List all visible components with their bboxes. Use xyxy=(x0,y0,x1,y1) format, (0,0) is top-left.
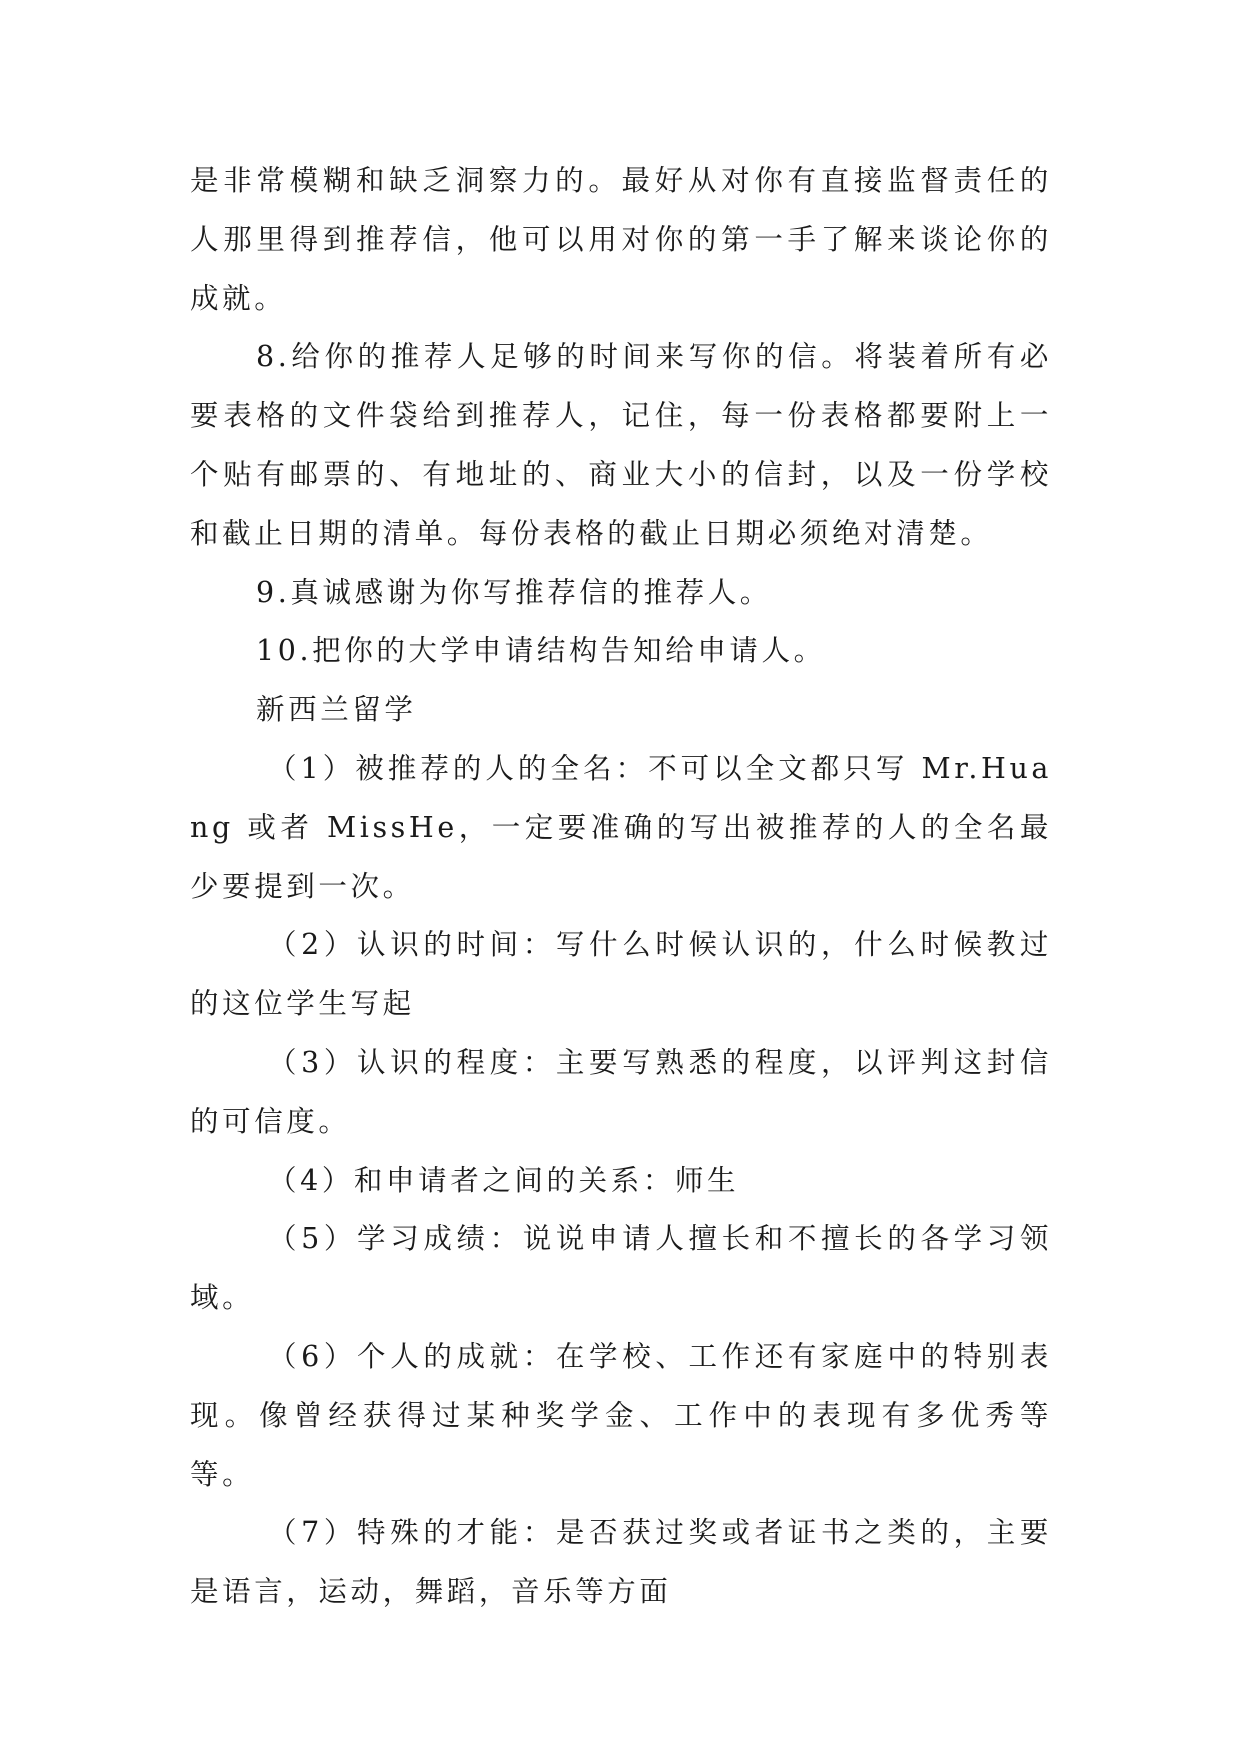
document-body xyxy=(190,152,1052,1622)
paragraph-continuation: 是非常模糊和缺乏洞察力的。最好从对你有直接监督责任的人那里得到推荐信，他可以用对你的第一手了解来谈论你的成就。 xyxy=(190,164,1052,315)
paragraph-item-8: 8.给你的推荐人足够的时间来写你的信。将装着所有必要表格的文件袋给到推荐人，记住，每一份表格都要附上一个贴有邮票的、有地址的、商业大小的信封，以及一份学校和截止日期的清单。每份表格的截止日期必须绝对清楚。 xyxy=(190,340,1052,550)
paragraph-point-7: （7）特殊的才能：是否获过奖或者证书之类的，主要是语言，运动，舞蹈，音乐等方面 xyxy=(190,1516,1052,1609)
paragraph-item-9: 9.真诚感谢为你写推荐信的推荐人。 xyxy=(256,575,772,609)
paragraph-point-6: （6）个人的成就：在学校、工作还有家庭中的特别表现。像曾经获得过某种奖学金、工作中的表现有多优秀等等。 xyxy=(190,1339,1052,1491)
paragraph-point-2: （2）认识的时间：写什么时候认识的，什么时候教过的这位学生写起 xyxy=(190,928,1052,1021)
paragraph-point-4: （4）和申请者之间的关系：师生 xyxy=(268,1163,740,1197)
paragraph-point-1: （1）被推荐的人的全名：不可以全文都只写 Mr.Huang 或者 MissHe，一定要准确的写出被推荐的人的全名最少要提到一次。 xyxy=(190,751,1052,903)
paragraph-item-10: 10.把你的大学申请结构告知给申请人。 xyxy=(256,634,826,668)
paragraph-point-3: （3）认识的程度：主要写熟悉的程度，以评判这封信的可信度。 xyxy=(190,1045,1052,1138)
section-heading: 新西兰留学 xyxy=(256,693,417,727)
paragraph-point-5: （5）学习成绩：说说申请人擅长和不擅长的各学习领域。 xyxy=(190,1222,1052,1315)
